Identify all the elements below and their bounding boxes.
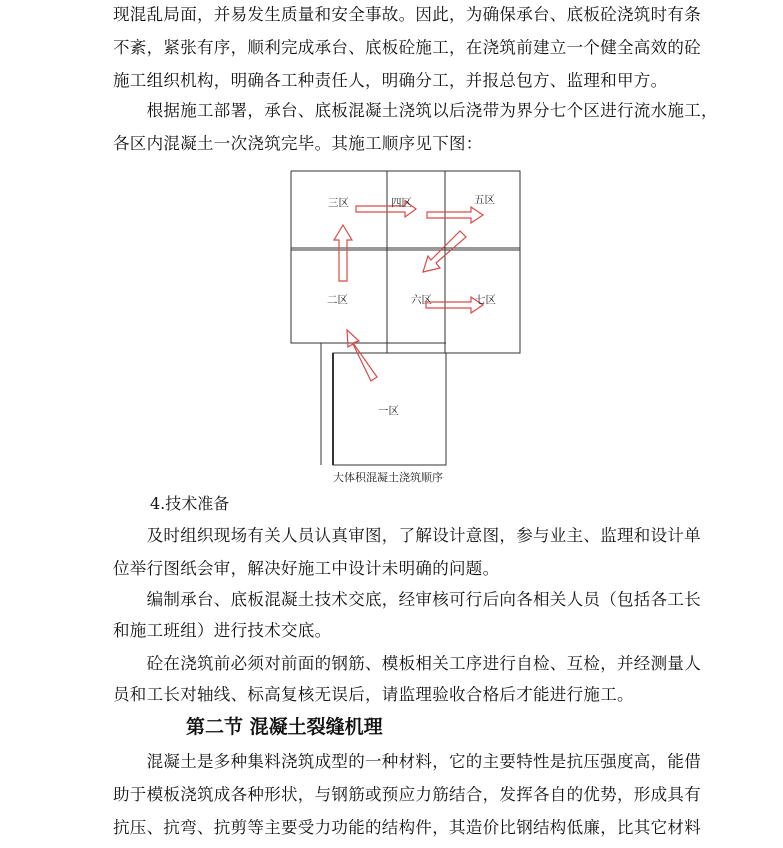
zone-label-3: 三区 — [328, 197, 349, 209]
paragraph-line: 位举行图纸会审，解决好施工中设计未明确的问题。 — [113, 559, 500, 578]
paragraph-line: 员和工长对轴线、标高复核无误后，请监理验收合格后才能进行施工。 — [113, 685, 634, 704]
paragraph-line: 砼在浇筑前必须对前面的钢筋、模板相关工序进行自检、互检，并经测量人 — [113, 654, 701, 673]
paragraph-line: 根据施工部署，承台、底板混凝土浇筑以后浇带为界分七个区进行流水施工， — [113, 101, 718, 120]
diagram-caption: 大体积混凝土浇筑顺序 — [333, 471, 443, 484]
zone-label-6: 六区 — [411, 294, 432, 306]
paragraph-line: 和施工班组）进行技术交底。 — [113, 621, 332, 640]
paragraph-line: 施工组织机构，明确各工种责任人，明确分工，并报总包方、监理和甲方。 — [113, 71, 668, 90]
paragraph-line: 助于模板浇筑成各种形状，与钢筋或预应力筋结合，发挥各自的优势，形成具有 — [113, 785, 701, 804]
paragraph-line: 编制承台、底板混凝土技术交底，经审核可行后向各相关人员（包括各工长 — [113, 590, 701, 609]
paragraph-line: 各区内混凝土一次浇筑完毕。其施工顺序见下图： — [113, 134, 483, 153]
zone-label-4: 四区 — [391, 197, 412, 209]
paragraph-line: 及时组织现场有关人员认真审图，了解设计意图，参与业主、监理和设计单 — [113, 526, 701, 545]
zone-label-2: 二区 — [327, 294, 348, 306]
section-heading: 第二节 混凝土裂缝机理 — [186, 716, 383, 738]
zone-label-1: 一区 — [378, 405, 399, 417]
paragraph-line: 不紊，紧张有序，顺利完成承台、底板砼施工，在浇筑前建立一个健全高效的砼 — [113, 38, 701, 57]
zone-label-5: 五区 — [474, 194, 495, 206]
paragraph-line: 混凝土是多种集料浇筑成型的一种材料，它的主要特性是抗压强度高，能借 — [113, 752, 701, 771]
zone-label-7: 七区 — [475, 294, 496, 306]
section-title: 4.技术准备 — [150, 494, 230, 513]
paragraph-line: 抗压、抗弯、抗剪等主要受力功能的结构件，其造价比钢结构低廉，比其它材料 — [113, 818, 701, 837]
paragraph-line: 现混乱局面，并易发生质量和安全事故。因此，为确保承台、底板砼浇筑时有条 — [113, 5, 701, 24]
